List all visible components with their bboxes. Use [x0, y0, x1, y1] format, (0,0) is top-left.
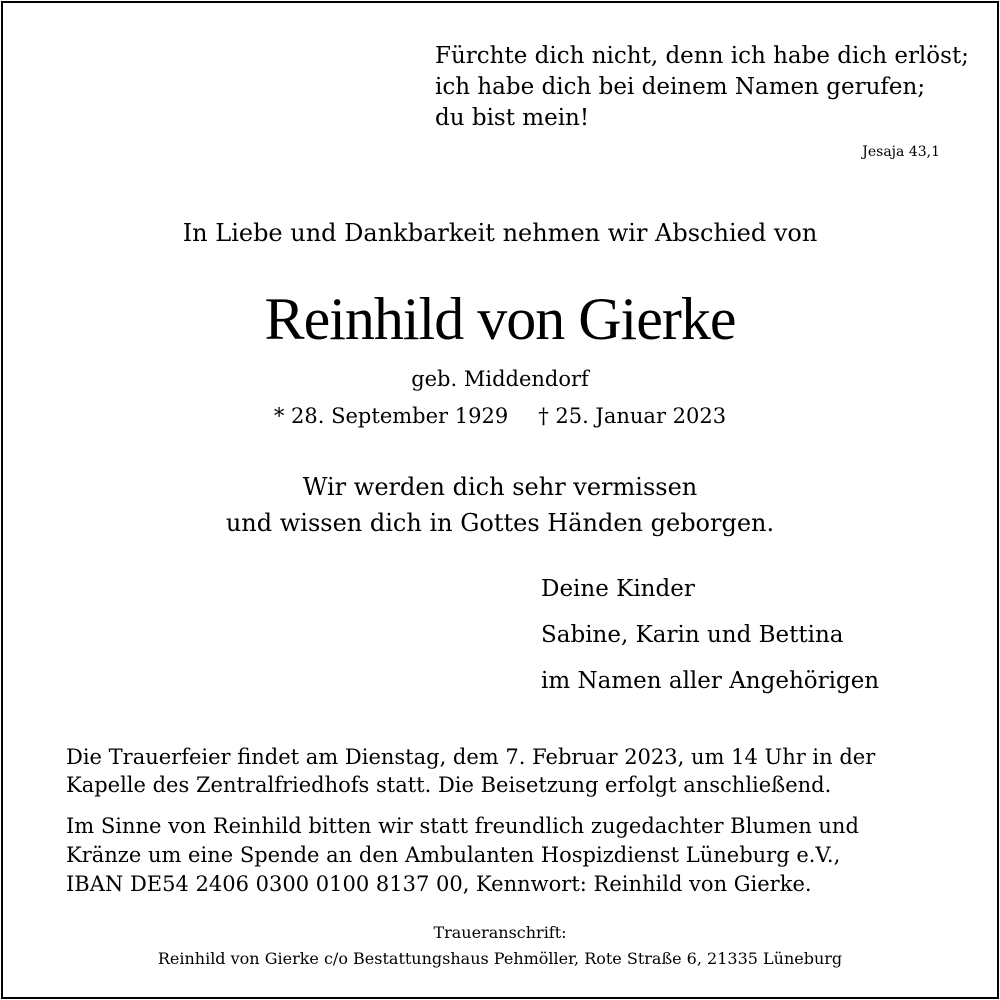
signers-block [541, 566, 879, 704]
ceremony-line-2: Kapelle des Zentralfriedhofs statt. Die Beisetzung erfolgt anschließend. [66, 773, 832, 797]
deceased-name: Reinhild von Gierke [264, 286, 736, 352]
farewell-line-1: Wir werden dich sehr vermissen [302, 473, 698, 501]
mourning-address: Reinhild von Gierke c/o Bestattungshaus Pehmöller, Rote Straße 6, 21335 Lüneburg [157, 949, 843, 968]
obituary-notice [1, 1, 999, 999]
ceremony-line-1: Die Trauerfeier findet am Dienstag, dem 7. Februar 2023, um 14 Uhr in der [66, 745, 876, 769]
farewell-message [3, 469, 997, 541]
intro-text: In Liebe und Dankbarkeit nehmen wir Abschied von [182, 219, 818, 247]
donation-line-3: IBAN DE54 2406 0300 0100 8137 00, Kennwort: Reinhild von Gierke. [66, 872, 812, 896]
life-dates [3, 404, 997, 428]
donation-info [66, 812, 859, 899]
verse-line-1: Fürchte dich nicht, denn ich habe dich erlöst; [435, 43, 969, 69]
donation-line-2: Kränze um eine Spende an den Ambulanten Hospizdienst Lüneburg e.V., [66, 843, 841, 867]
birth-name: geb. Middendorf [411, 367, 589, 391]
farewell-line-2: und wissen dich in Gottes Händen geborgen. [225, 509, 775, 537]
address-label: Traueranschrift: [433, 923, 567, 942]
death-date: † 25. Januar 2023 [538, 404, 727, 428]
birth-date: * 28. September 1929 [273, 404, 509, 428]
verse-reference: Jesaja 43,1 [862, 144, 940, 160]
signers-line-2: Sabine, Karin und Bettina [541, 622, 844, 648]
signers-line-3: im Namen aller Angehörigen [541, 668, 880, 694]
bible-verse [435, 41, 969, 134]
verse-line-2: ich habe dich bei deinem Namen gerufen; [435, 74, 926, 100]
signers-line-1: Deine Kinder [541, 576, 695, 602]
ceremony-info [66, 743, 875, 799]
verse-line-3: du bist mein! [435, 105, 590, 131]
donation-line-1: Im Sinne von Reinhild bitten wir statt freundlich zugedachter Blumen und [66, 814, 859, 838]
